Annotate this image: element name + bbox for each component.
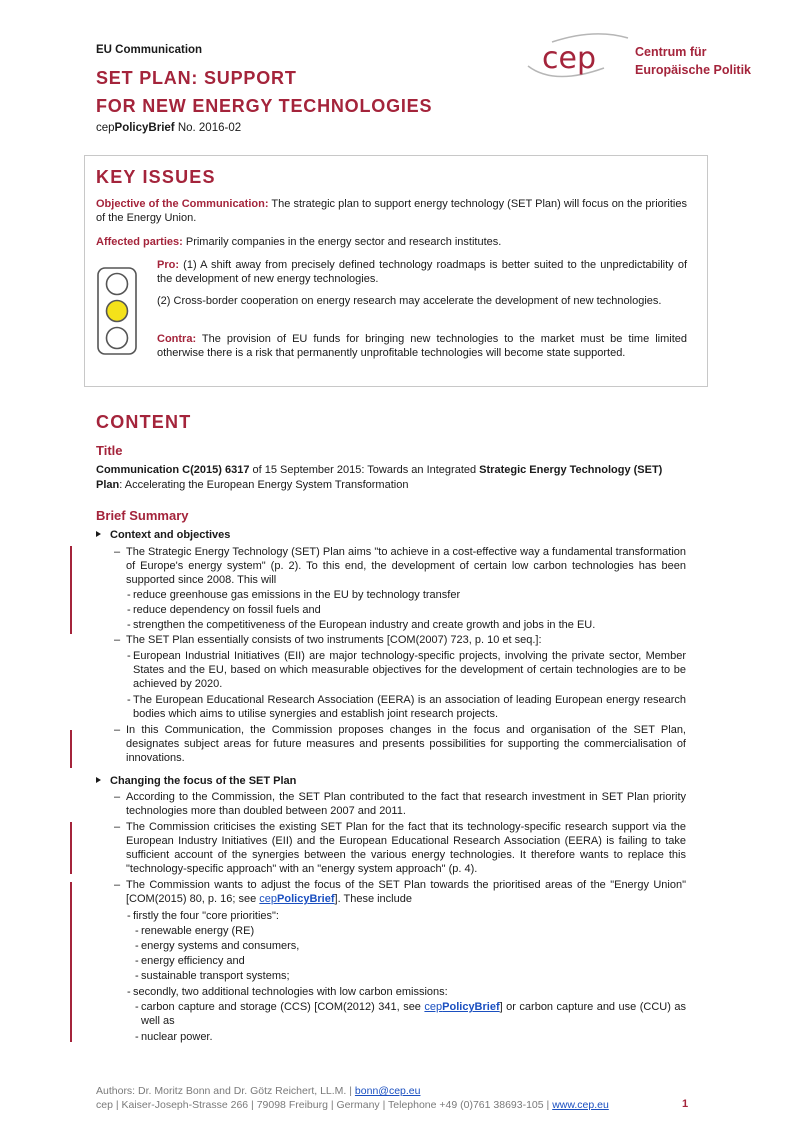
list-item: - energy systems and consumers, bbox=[141, 939, 686, 953]
authors-footer: Authors: Dr. Moritz Bonn and Dr. Götz Reichert, LL.M. | bonn@cep.eu bbox=[96, 1085, 421, 1097]
svg-text:cep: cep bbox=[542, 41, 596, 76]
title-subheading: Title bbox=[96, 443, 123, 458]
policy-brief-link[interactable]: cepPolicyBrief bbox=[259, 893, 335, 905]
content-heading: CONTENT bbox=[96, 412, 192, 432]
change-marker bbox=[70, 822, 72, 874]
pro-paragraph: Pro: (1) A shift away from precisely defined technology roadmaps is better suited to the unpredictability of the development of new energy technologies. bbox=[157, 259, 687, 285]
list-item: - energy efficiency and bbox=[141, 954, 686, 968]
list-item: - strengthen the competitiveness of the European industry and create growth and jobs in the EU. bbox=[133, 618, 686, 632]
section-context-objectives: Context and objectives bbox=[96, 529, 230, 541]
list-item: - reduce dependency on fossil fuels and bbox=[133, 603, 686, 617]
page-title bbox=[96, 64, 432, 120]
list-item: - sustainable transport systems; bbox=[141, 969, 686, 983]
list-item: - secondly, two additional technologies with low carbon emissions: bbox=[133, 985, 686, 999]
list-item: – According to the Commission, the SET Plan contributed to the fact that research investment in SET Plan priority technologies more than doubled between 2007 and 2011. bbox=[126, 790, 686, 818]
triangle-bullet-icon bbox=[96, 777, 101, 783]
title-line-1: SET PLAN: SUPPORT bbox=[96, 68, 297, 88]
title-line-2: FOR NEW ENERGY TECHNOLOGIES bbox=[96, 96, 433, 116]
list-item: – The Commission wants to adjust the focus of the SET Plan towards the prioritised areas of the "Energy Union" [COM(2015) 80, p. 16; see cepPolicyBrief]. These include bbox=[126, 878, 686, 906]
address-footer: cep | Kaiser-Joseph-Strasse 266 | 79098 Freiburg | Germany | Telephone +49 (0)761 38693-105 | www.cep.eu bbox=[96, 1099, 609, 1111]
pro-2-paragraph: (2) Cross-border cooperation on energy research may accelerate the development of new technologies. bbox=[157, 295, 662, 307]
list-item: - reduce greenhouse gas emissions in the EU by technology transfer bbox=[133, 588, 686, 602]
list-item: – The Commission criticises the existing SET Plan for the fact that its technology-specific research support via the European Industry Initiatives (EII) and the European Educational Research Association (EERA) is failing to take sufficient account of the synergies between the various energy technologies. It therefore wants to replace this "technology-specific approach" with an "energy system approach" (p. 4). bbox=[126, 820, 686, 876]
change-marker bbox=[70, 546, 72, 634]
traffic-light-icon bbox=[97, 267, 137, 355]
policy-brief-number: cepPolicyBrief No. 2016-02 bbox=[96, 122, 242, 134]
contra-paragraph: Contra: The provision of EU funds for bringing new technologies to the market must be time limited otherwise there is a risk that permanently unprofitable technologies will become state supported. bbox=[157, 333, 687, 359]
document-type-label: EU Communication bbox=[96, 44, 203, 56]
section-changing-focus: Changing the focus of the SET Plan bbox=[96, 775, 296, 787]
list-item: – In this Communication, the Commission proposes changes in the focus and organisation of the SET Plan, designates subject areas for future measures and presents possibilities for supporting the commercialisation of innovations. bbox=[126, 723, 686, 765]
website-link[interactable]: www.cep.eu bbox=[552, 1099, 609, 1111]
list-item: - renewable energy (RE) bbox=[141, 924, 686, 938]
change-marker bbox=[70, 882, 72, 1042]
list-item: - firstly the four "core priorities": bbox=[133, 909, 686, 923]
document-title: Communication C(2015) 6317 of 15 September 2015: Towards an Integrated Strategic Energy Technology (SET) Plan: Accelerating the European Energy System Transformation bbox=[96, 464, 663, 491]
change-marker bbox=[70, 730, 72, 768]
brief-summary-subheading: Brief Summary bbox=[96, 508, 189, 523]
key-issues-heading: KEY ISSUES bbox=[96, 167, 216, 187]
list-item: - The European Educational Research Association (EERA) is an association of leading European energy research bodies which aims to utilise synergies and establish joint research projects. bbox=[133, 693, 686, 721]
list-item: – The Strategic Energy Technology (SET) Plan aims "to achieve in a cost-effective way a fundamental transformation of Europe's energy system" (p. 2). To this end, the development of certain low carbon technologies has been supported since 2008. This will bbox=[126, 545, 686, 587]
list-item: - European Industrial Initiatives (EII) are major technology-specific projects, involving the private sector, Member States and the EU, based on which measurable objectives for the development of certain technologies are to be achieved by 2020. bbox=[133, 649, 686, 691]
email-link[interactable]: bonn@cep.eu bbox=[354, 1085, 421, 1097]
affected-parties-paragraph: Affected parties: Primarily companies in the energy sector and research institutes. bbox=[96, 236, 502, 248]
logo-name: Centrum für Europäische Politik bbox=[635, 45, 752, 77]
cep-logo bbox=[524, 28, 764, 88]
objective-paragraph: Objective of the Communication: The strategic plan to support energy technology (SET Plan) will focus on the priorities of the Energy Union. bbox=[96, 198, 687, 224]
list-item: - nuclear power. bbox=[141, 1030, 686, 1044]
triangle-bullet-icon bbox=[96, 531, 101, 537]
policy-brief-link[interactable]: cepPolicyBrief bbox=[424, 1001, 500, 1013]
page-number: 1 bbox=[682, 1098, 689, 1110]
cep-logo-mark bbox=[524, 28, 632, 88]
list-item: – The SET Plan essentially consists of two instruments [COM(2007) 723, p. 10 et seq.]: bbox=[126, 633, 686, 647]
list-item: - carbon capture and storage (CCS) [COM(2012) 341, see cepPolicyBrief] or carbon capture and use (CCU) as well as bbox=[141, 1000, 686, 1028]
